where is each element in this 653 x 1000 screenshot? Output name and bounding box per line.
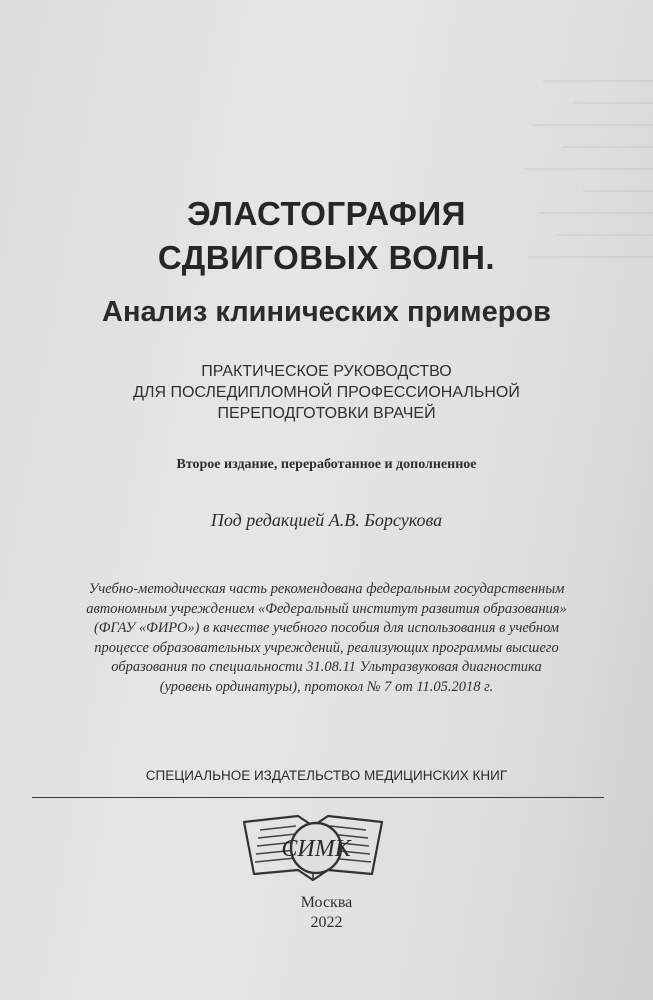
guide-description — [0, 361, 653, 424]
approval-line-4: процессе образовательных учреждений, реализующих программы высшего — [94, 639, 559, 656]
guide-line-2: ДЛЯ ПОСЛЕДИПЛОМНОЙ ПРОФЕССИОНАЛЬНОЙ — [133, 384, 520, 401]
approval-line-1: Учебно-методическая часть рекомендована федеральным государственным — [88, 581, 565, 597]
publisher-name: СПЕЦИАЛЬНОЕ ИЗДАТЕЛЬСТВО МЕДИЦИНСКИХ КНИГ — [145, 768, 508, 783]
book-smk-logo-icon — [238, 808, 388, 888]
svg-text:СИМК: СИМК — [281, 836, 351, 862]
edition-note: Второе издание, переработанное и дополненное — [176, 457, 477, 472]
editor-credit: Под редакцией А.В. Борсукова — [210, 510, 443, 530]
approval-statement — [0, 580, 653, 697]
guide-line-3: ПЕРЕПОДГОТОВКИ ВРАЧЕЙ — [217, 405, 436, 422]
book-title-line-2: СДВИГОВЫХ ВОЛН. — [157, 239, 496, 276]
guide-line-1: ПРАКТИЧЕСКОЕ РУКОВОДСТВО — [201, 363, 452, 380]
divider-rule — [32, 797, 604, 798]
city-name: Москва — [300, 894, 353, 911]
approval-line-6: (уровень ординатуры), протокол № 7 от 11.05.2018 г. — [159, 678, 494, 695]
publication-year: 2022 — [310, 914, 343, 931]
book-title — [0, 192, 653, 280]
approval-line-5: образования по специальности 31.08.11 Ультразвуковая диагностика — [111, 659, 542, 675]
imprint — [0, 893, 653, 933]
book-title-line-1: ЭЛАСТОГРАФИЯ — [187, 195, 466, 232]
approval-line-2: автономным учреждением «Федеральный институт развития образования» — [86, 600, 567, 617]
book-subtitle: Анализ клинических примеров — [102, 296, 551, 328]
approval-line-3: (ФГАУ «ФИРО») в качестве учебного пособия для использования в учебном — [93, 620, 560, 636]
